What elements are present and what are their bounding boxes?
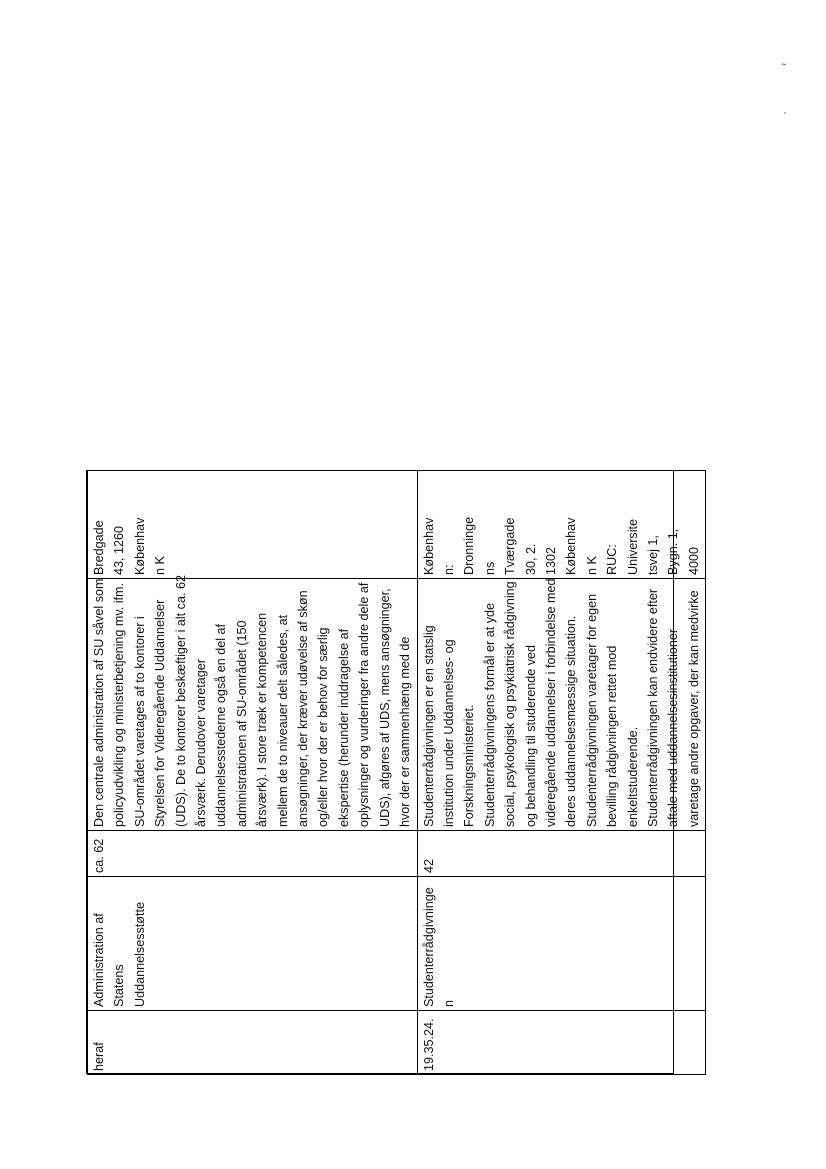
text-line: n (441, 999, 456, 1007)
description-cell (417, 579, 706, 831)
staff-count: 42 (421, 858, 436, 873)
account-code-cell (88, 1011, 418, 1075)
text-line: Studenterrådgivningen kan endvidere efter (645, 588, 660, 827)
text-line: Bredgade (92, 520, 106, 575)
institution-name-cell (417, 877, 706, 1011)
text-line: ns (482, 561, 497, 575)
institution-name-cell (88, 877, 418, 1011)
text-line: hvor der er sammenhæng med de (398, 636, 413, 827)
text-line: bevilling rådgivningen rettet mod (605, 645, 620, 827)
text-line: 1302 (543, 546, 558, 575)
account-code: 19.35.24. (421, 1018, 436, 1071)
text-line: Tværgade (503, 517, 518, 575)
text-line: varetage andre opgaver, der kan medvirke (686, 590, 701, 827)
text-line: social, psykologisk og psykiatrisk rådgivning (503, 581, 518, 827)
text-line: n K (153, 556, 168, 575)
address-cell (88, 471, 418, 579)
text-line: og/eller hvor der er behov for særlig (316, 627, 331, 827)
text-line: Styrelsen for Videregående Uddannelser (153, 599, 168, 827)
text-line: Den centrale administration af SU såvel som (92, 578, 106, 827)
text-line: Dronninge (462, 516, 477, 575)
text-line: Bygn. 1, (666, 528, 681, 575)
text-line: Københav (132, 517, 147, 575)
text-line: ekspertise (herunder inddragelse af (336, 628, 351, 827)
text-line: policyudvikling og ministerbetjening mv. ifm. (112, 582, 127, 827)
text-line: 4000 (686, 546, 701, 575)
margin-mark: · (783, 105, 787, 119)
staff-count-cell (88, 831, 418, 877)
text-line: ansøgninger, der kræver udøvelse af skøn (296, 590, 311, 827)
table-row (417, 471, 706, 1075)
text-line: UDS), afgøres af UDS, mens ansøgninger, (377, 588, 392, 827)
text-line: deres uddannelsesmæssige situation. (564, 615, 579, 827)
text-line: og behandling til studerende ved (523, 644, 538, 827)
text-line: administrationen af SU-området (150 (234, 620, 249, 827)
text-line: Statens (112, 964, 127, 1007)
budget-table (86, 470, 701, 1074)
text-line: enkeltstuderende. (625, 726, 640, 827)
account-code: heraf (92, 1042, 106, 1071)
address-cell (417, 471, 706, 579)
description-cell (88, 575, 418, 831)
staff-count: ca. 62 (92, 838, 106, 873)
text-line: 30, 2. (523, 543, 538, 575)
text-line: Uddannelsesstøtte (132, 901, 147, 1007)
rotated-table-wrapper (87, 471, 701, 1075)
text-line: RUC: (605, 544, 620, 575)
account-code-cell (417, 1011, 706, 1075)
text-line: Studenterrådgivningen varetager for egen (584, 593, 599, 827)
table-row (88, 471, 418, 1075)
text-line: Administration af (92, 913, 106, 1007)
text-line: SU-området varetages af to kontorer i (132, 616, 147, 827)
text-line: årsværk. Derudover varetager (194, 659, 209, 827)
text-line: mellem de to niveauer delt således, at (275, 614, 290, 827)
text-line: Københav (564, 517, 579, 575)
text-line: tsvej 1, (645, 535, 660, 575)
margin-mark: ˜ (782, 61, 786, 75)
text-line: 43, 1260 (112, 525, 127, 575)
text-line: uddannelsesstederne også en del af (214, 623, 229, 827)
text-line: årsværk). I store træk er kompetencen (255, 612, 270, 827)
text-line: Forskningsministeriet. (462, 704, 477, 827)
text-line: Københav (421, 517, 436, 575)
institution-table (87, 470, 706, 1075)
text-line: oplysninger og vurderinger fra andre dele af (357, 582, 372, 827)
text-line: (UDS). De to kontorer beskæftiger i alt ca. 62 (173, 575, 188, 827)
text-line: aftale med uddannelsesinstitutioner (666, 628, 681, 827)
staff-count-cell (417, 831, 706, 877)
text-line: Studenterrådgivningens formål er at yde (482, 602, 497, 827)
text-line: n: (441, 564, 456, 575)
text-line: n K (584, 556, 599, 575)
text-line: videregående uddannelser i forbindelse med (543, 578, 558, 827)
text-line: Studenterrådgivningen er en statslig (421, 625, 436, 827)
text-line: Studenterrådgivninge (421, 887, 436, 1007)
text-line: institution under Uddannelses- og (441, 639, 456, 827)
text-line: Universite (625, 519, 640, 575)
